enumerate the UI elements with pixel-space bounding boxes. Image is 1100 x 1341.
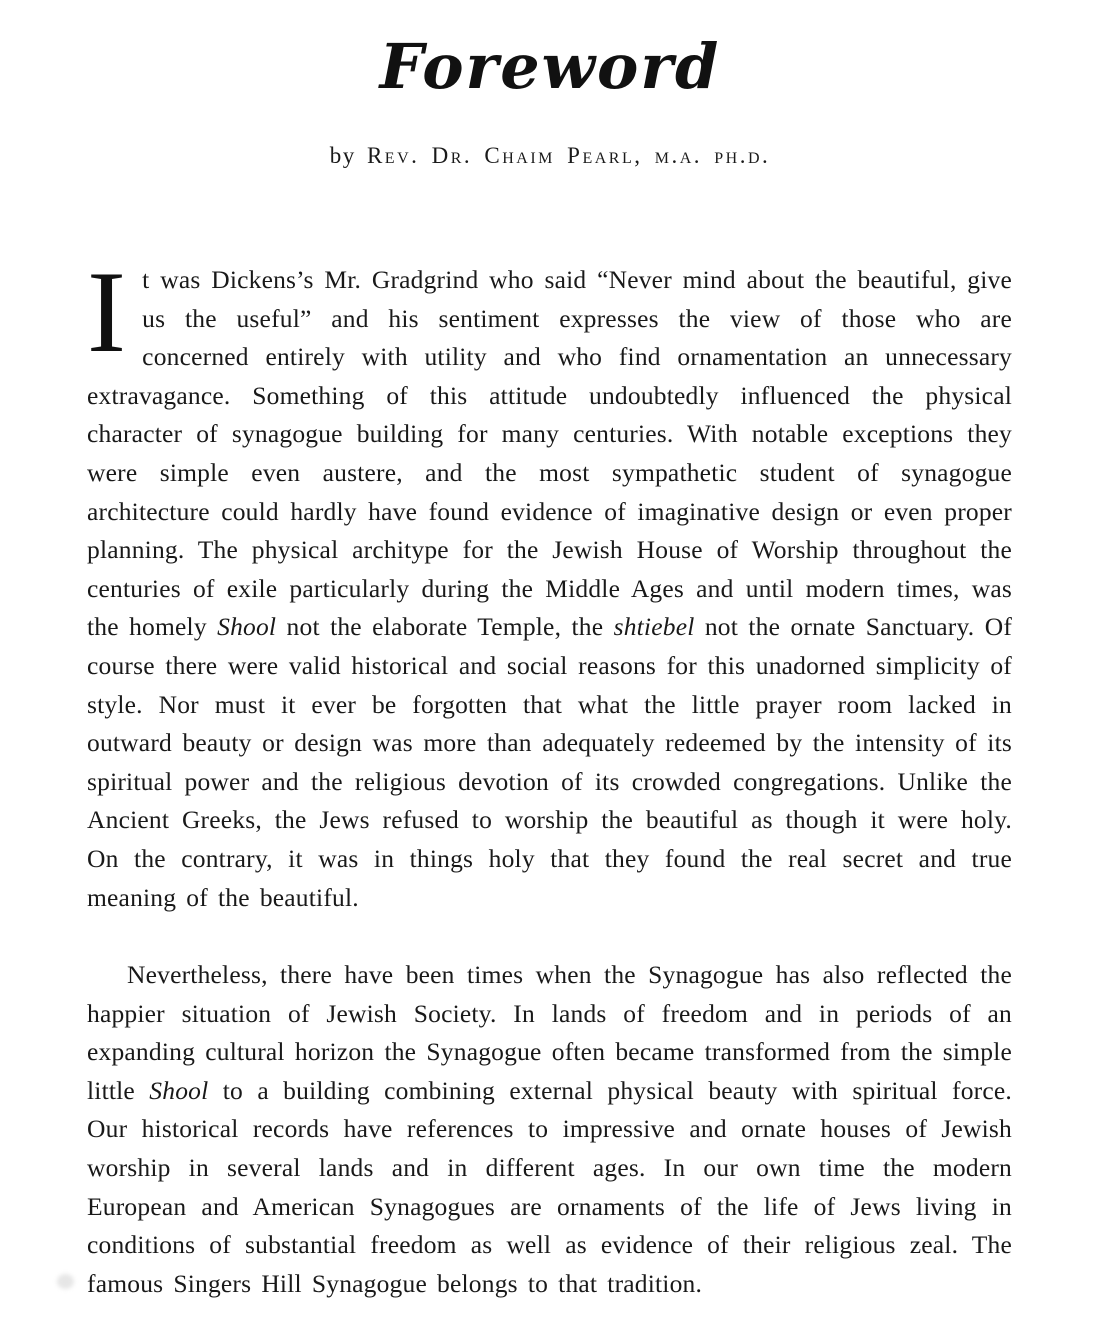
text-run: not the ornate Sanctuary. Of course there were valid historical and social reasons for this unadorned simplicity of style. Nor must it ever be forgotten that what the little prayer room lacked in outward beauty or design was more than adequately redeemed by the intensity of its spiritual power and the religious devotion of its crowded congregations. Unlike the Ancient Greeks, the Jews refused to worship the beautiful as though it were holy. On the contrary, it was in things holy that they found the real secret and true meaning of the beautiful. <box>87 612 1013 912</box>
paragraph-second <box>87 956 1012 1303</box>
text-run: Nevertheless, there have been times when the Synagogue has also reflected the happier situation of Jewish Society. In lands of freedom and in periods of an expanding cultural horizon the Synagogue often became transformed from the simple little <box>87 960 1012 1105</box>
text-run: t was Dickens’s Mr. Gradgrind who said “Never mind about the beautiful, give us the useful” and his sentiment expresses the view of those who are concerned entirely with utility and who find ornamentation an unnecessary extravagance. Something of this attitude undoubtedly influenced the physical character of synagogue building for many centuries. With notable exceptions they were simple even austere, and the most sympathetic student of synagogue architecture could hardly have found evidence of imaginative design or even proper planning. The physical architype for the Jewish House of Worship throughout the centuries of exile particularly during the Middle Ages and until modern times, was the homely <box>87 265 1012 642</box>
text-run: to a building combining external physical beauty with spiritual force. Our historical records have references to impressive and ornate houses of Jewish worship in several lands and in different ages. In our own time the modern European and American Synagogues are ornaments of the life of Jews living in conditions of substantial freedom as well as evidence of their religious zeal. The famous Singers Hill Synagogue belongs to that tradition. <box>87 1075 1012 1298</box>
italic-term: Shool <box>149 1075 209 1105</box>
foreword-body <box>87 248 1013 1303</box>
byline-name: Rev. Dr. Chaim Pearl, <box>366 143 655 168</box>
scan-artifact <box>57 1274 74 1289</box>
byline-degrees: m.a. ph.d. <box>654 143 771 168</box>
paragraph-opening <box>87 248 1013 917</box>
book-page <box>0 30 1100 1341</box>
italic-term: Shool <box>217 612 277 642</box>
byline <box>0 143 1100 169</box>
byline-prefix: by <box>329 143 367 168</box>
drop-cap: I <box>87 248 127 377</box>
page-title: Foreword <box>379 30 721 103</box>
italic-term: shtiebel <box>613 612 695 642</box>
text-run: not the elaborate Temple, the <box>276 612 614 642</box>
